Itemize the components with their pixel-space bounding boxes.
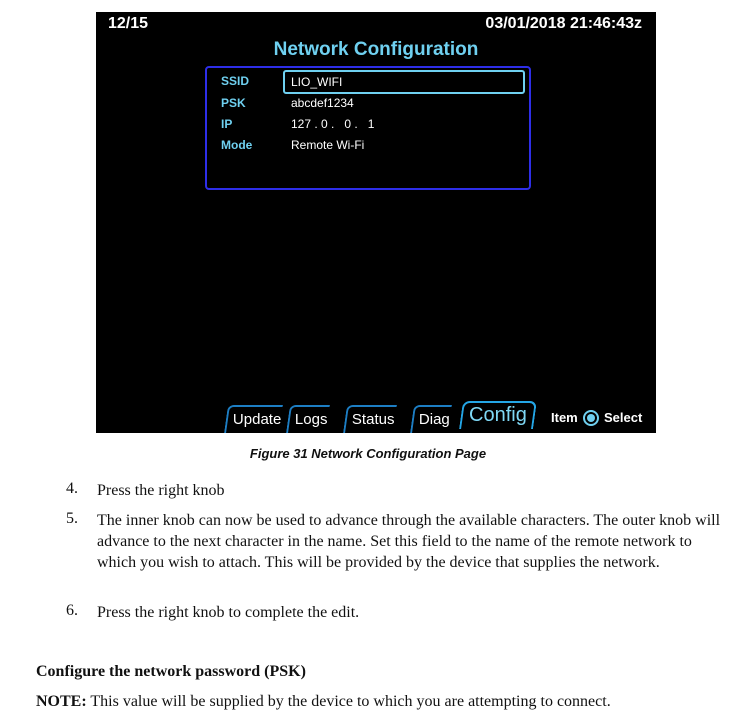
psk-label: PSK <box>221 96 246 110</box>
step-5-number: 5. <box>66 510 78 527</box>
tab-diag-label: Diag <box>418 411 450 428</box>
device-screen <box>96 12 656 433</box>
tab-logs[interactable] <box>286 405 329 433</box>
page-indicator: 12/15 <box>108 15 149 32</box>
note-label: NOTE: <box>36 693 87 710</box>
ssid-label: SSID <box>221 74 250 88</box>
note <box>36 693 611 711</box>
knob-icon <box>583 410 599 426</box>
section-heading: Configure the network password (PSK) <box>36 663 306 680</box>
ssid-field[interactable]: LIO_WIFI <box>283 70 525 94</box>
tab-diag[interactable] <box>410 405 452 433</box>
tab-update[interactable] <box>224 405 283 433</box>
page-title: Network Configuration <box>273 39 479 60</box>
step-4-number: 4. <box>66 480 78 497</box>
step-5-text: The inner knob can now be used to advance through the available characters. The outer knob will advance to the next character in the name. Set this field to the name of the remote network to which you wish to attach. This will be provided by the device that supplies the network. <box>97 512 721 571</box>
tab-update-label: Update <box>232 411 282 428</box>
tab-status[interactable] <box>343 405 396 433</box>
network-config-panel <box>205 66 531 190</box>
tab-config-label: Config <box>469 404 527 426</box>
note-text: This value will be supplied by the device to which you are attempting to connect. <box>86 693 611 710</box>
ip-field[interactable]: 127 . 0 . 0 . 1 <box>291 117 375 131</box>
datetime: 03/01/2018 21:46:43z <box>485 15 642 32</box>
tab-config[interactable] <box>459 401 537 429</box>
tab-status-label: Status <box>351 411 395 428</box>
step-4-text: Press the right knob <box>97 482 225 499</box>
knob-item-hint: Item <box>551 410 578 425</box>
figure-caption: Figure 31 Network Configuration Page <box>249 446 487 461</box>
mode-label: Mode <box>221 138 253 152</box>
ip-label: IP <box>221 117 233 131</box>
mode-field[interactable]: Remote Wi-Fi <box>291 138 365 152</box>
tab-logs-label: Logs <box>294 411 328 428</box>
step-6-number: 6. <box>66 602 78 619</box>
knob-select-hint: Select <box>604 410 643 425</box>
psk-field[interactable]: abcdef1234 <box>291 96 354 110</box>
step-6-text: Press the right knob to complete the edit. <box>97 604 360 621</box>
